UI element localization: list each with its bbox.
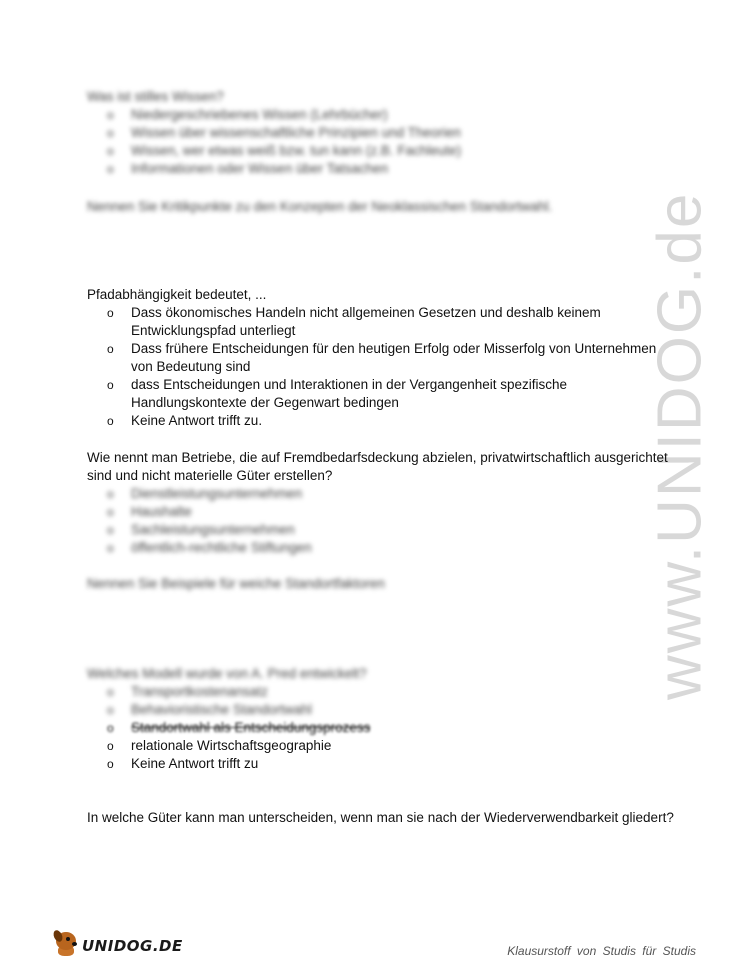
bullet-icon: o [107, 541, 114, 555]
question-text: In welche Güter kann man unterscheiden, wenn man sie nach der Wiederverwendbarkeit gliedert? [87, 810, 674, 825]
option-item: o Wissen über wissenschaftliche Prinzipien und Theorien [107, 125, 461, 140]
option-item: o Behavioristische Standortwahl [107, 702, 312, 717]
bullet-icon: o [107, 108, 114, 122]
question-block-4 [87, 449, 677, 557]
bullet-icon: o [107, 126, 114, 140]
option-item: o Sachleistungsunternehmen [107, 522, 295, 537]
question-block-6 [87, 665, 677, 773]
option-item: o Keine Antwort trifft zu. [107, 413, 263, 428]
option-item: o Standortwahl als Entscheidungsprozess [107, 720, 371, 735]
option-list [87, 683, 677, 773]
bullet-icon: o [107, 342, 114, 356]
bullet-icon: o [107, 685, 114, 699]
bullet-icon: o [107, 414, 114, 428]
bullet-icon: o [107, 306, 114, 320]
question-text: Welches Modell wurde von A. Pred entwickelt? [87, 666, 367, 681]
option-item: o dass Entscheidungen und Interaktionen in der Vergangenheit spezifische Handlungskontexte der Gegenwart bedingen [107, 377, 568, 410]
option-item: o relationale Wirtschaftsgeographie [107, 738, 332, 753]
watermark: www.UNIDOG.de [645, 191, 715, 700]
option-list [87, 485, 677, 557]
logo-text: UNIDOG.DE [82, 937, 183, 955]
option-item: o Dienstleistungsunternehmen [107, 486, 303, 501]
bullet-icon: o [107, 144, 114, 158]
question-block-5 [87, 575, 677, 593]
option-list [87, 304, 677, 430]
question-block-7 [87, 809, 677, 827]
question-block-2 [87, 198, 677, 216]
option-item: o Dass frühere Entscheidungen für den heutigen Erfolg oder Misserfolg von Unternehmen von Bedeutung sind [107, 341, 657, 374]
bullet-icon: o [107, 703, 114, 717]
question-text: Nennen Sie Beispiele für weiche Standortfaktoren [87, 576, 385, 591]
bullet-icon: o [107, 505, 114, 519]
option-item: o öffentlich-rechtliche Stiftungen [107, 540, 312, 555]
question-text: Wie nennt man Betriebe, die auf Fremdbedarfsdeckung abzielen, privatwirtschaftlich ausgerichtet sind und nicht materielle Güter erstellen? [87, 450, 668, 483]
bullet-icon: o [107, 378, 114, 392]
bullet-icon: o [107, 757, 114, 771]
question-text: Nennen Sie Kritikpunkte zu den Konzepten der Neoklassischen Standortwahl. [87, 199, 553, 214]
footer-tagline: Klausurstoff von Studis für Studis [507, 944, 696, 958]
bullet-icon: o [107, 487, 114, 501]
bullet-icon: o [107, 739, 114, 753]
question-block-3 [87, 286, 677, 430]
question-text: Pfadabhängigkeit bedeutet, ... [87, 287, 267, 302]
bullet-icon: o [107, 523, 114, 537]
question-block-1 [87, 88, 677, 178]
option-item: o Keine Antwort trifft zu [107, 756, 259, 771]
option-item: o Informationen oder Wissen über Tatsachen [107, 161, 389, 176]
dog-icon [52, 928, 80, 956]
option-item: o Transportkostenansatz [107, 684, 268, 699]
option-item: o Niedergeschriebenes Wissen (Lehrbücher) [107, 107, 388, 122]
bullet-icon: o [107, 162, 114, 176]
unidog-logo[interactable] [52, 928, 183, 956]
question-text: Was ist stilles Wissen? [87, 89, 224, 104]
option-list [87, 106, 677, 178]
option-item: o Dass ökonomisches Handeln nicht allgemeinen Gesetzen und deshalb keinem Entwicklungspfad unterliegt [107, 305, 601, 338]
option-item: o Haushalte [107, 504, 192, 519]
option-item: o Wissen, wer etwas weiß bzw. tun kann (z.B. Fachleute) [107, 143, 462, 158]
bullet-icon: o [107, 721, 114, 735]
